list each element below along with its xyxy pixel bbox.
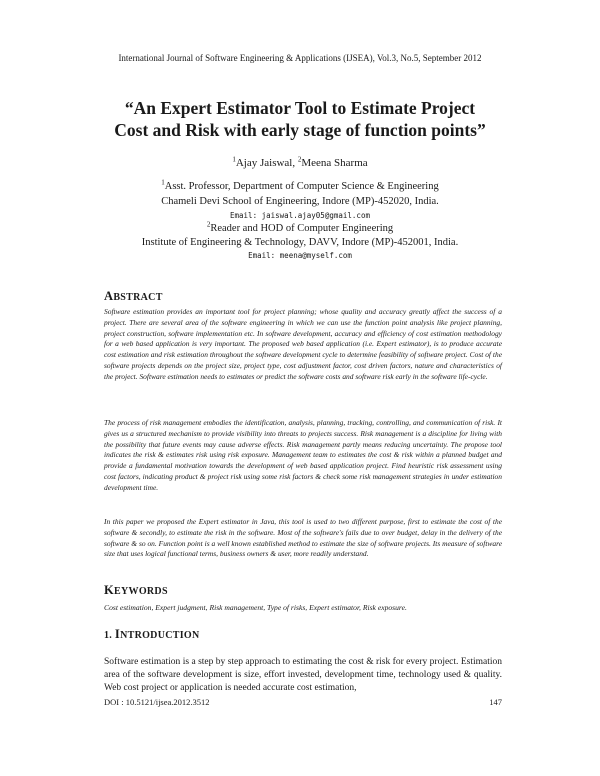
affiliation-1-line-2: Chameli Devi School of Engineering, Indore (MP)-452020, India. [161, 196, 439, 207]
affiliation-2-line-2: Institute of Engineering & Technology, DAVV, Indore (MP)-452001, India. [141, 237, 459, 248]
keywords-text: Cost estimation, Expert judgment, Risk management, Type of risks, Expert estimator, Risk exposure. [104, 603, 407, 612]
affiliation-1-sup: 1 [161, 178, 165, 187]
introduction-heading: 1. INTRODUCTION [104, 627, 200, 641]
author-2-name: Meena Sharma [301, 157, 368, 169]
introduction-text: Software estimation is a step by step approach to estimating the cost & risk for every project. Estimation area of the software development is size, effort invested, development time, technology used & quality. Web cost project or application is needed accurate cost estimation, [104, 657, 502, 694]
affiliation-2-sup: 2 [206, 220, 211, 229]
title-line-2: Cost and Risk with early stage of function points” [114, 120, 486, 140]
page-footer [104, 697, 502, 707]
abstract-paragraph-2: The process of risk management embodies the identification, analysis, planning, tracking, controlling, and communication of risk. It gives us a structured mechanism to provide visibility into threats to projects success. Risk management is a discipline for living with the possibility that future events may cause adverse effects. Risk management partly means reducing uncertainty. The propose tool indicates the risk & estimates risk using risk exposure. Management team to estimates the cost & risk within a planned budget and provide a fundamental motivation towards the development of web based application project. Find heuristic risk assessment using cost factors, indicating product & project risk using some risk factors & check some risk management strategies in under estimation development time. [104, 418, 502, 492]
affiliation-2-line-1: $^2$Reader and HOD of Computer Engineering [206, 220, 394, 234]
abstract-heading: ABSTRACT [104, 289, 163, 303]
author-1-name: Ajay Jaiswal, [235, 157, 298, 169]
affiliation-1-line-1: $^1$Asst. Professor, Department of Computer Science & Engineering [161, 178, 439, 192]
journal-header: International Journal of Software Engineering & Applications (IJSEA), Vol.3, No.5, September 2012 [118, 53, 482, 63]
page-number: 147 [489, 697, 502, 707]
author-1-sup: 1 [232, 155, 236, 164]
paper-title [70, 97, 530, 141]
abstract-paragraph-3: In this paper we proposed the Expert estimator in Java, this tool is used to two different purpose, first to estimate the cost of the software & secondly, to estimate the risk in the software. Most of the software's fails due to over budget, delay in the delivery of the software & so on. Function point is a well known established method to estimate the size of software projects. Its measure of software size that uses logical functional terms, business owners & user, more readily understand. [104, 517, 502, 559]
author-2-sup: 2 [297, 155, 302, 164]
affiliation-1-email[interactable]: Email: jaiswal.ajay05@gmail.com [230, 211, 370, 220]
author-list [0, 157, 600, 169]
affiliation-2-email[interactable]: Email: meena@myself.com [248, 251, 352, 260]
title-line-1: “An Expert Estimator Tool to Estimate Project [124, 98, 476, 118]
keywords-heading: KEYWORDS [104, 583, 168, 597]
doi[interactable]: DOI : 10.5121/ijsea.2012.3512 [104, 697, 210, 707]
abstract-paragraph-1: Software estimation provides an important tool for project planning; whose quality and accuracy greatly affect the success of a project. There are several area of the software engineering in which we can use the function point analysis like project planning, project construction, software implementation etc. In software development, accuracy and efficiency of cost estimation methodology for a web based application is very important. The proposed web based application (i.e. Expert estimator), is to produce accurate cost estimation and risk estimation throughout the software development cycle to determine feasibility of software project. Cost of the software projects depends on the project size, project type, cost adjustment factor, cost driven factors, nature and characteristics of the project. Software estimation needs to estimates or predict the software costs and software risk early in the software life-cycle. [104, 307, 502, 381]
